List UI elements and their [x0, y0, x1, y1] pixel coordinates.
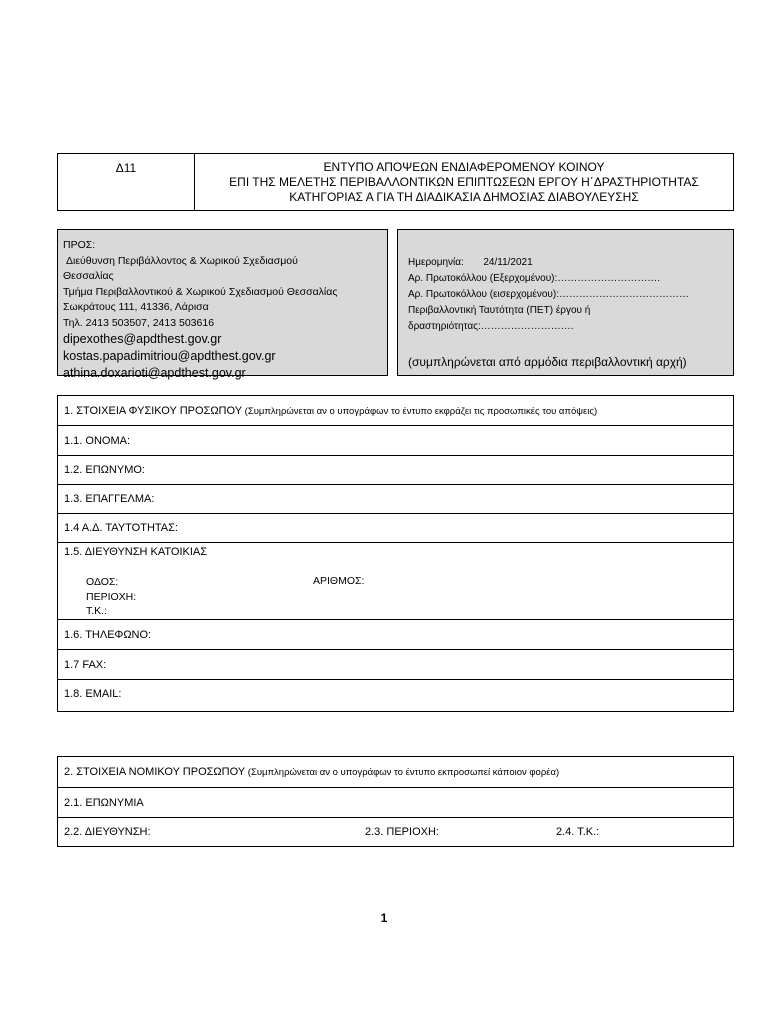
first-name-field[interactable] [58, 426, 733, 456]
date-label: Ημερομηνία: [408, 257, 464, 268]
form-title-line-1: ΕΝΤΥΠΟ ΑΠΟΨΕΩΝ ΕΝΔΙΑΦΕΡΟΜΕΝΟΥ ΚΟΙΝΟΥ [323, 160, 605, 174]
legal-entity-section [57, 756, 734, 847]
recipient-label: ΠΡΟΣ: [63, 239, 96, 251]
authority-note: (συμπληρώνεται από αρμόδια περιβαλλοντική αρχή) [408, 355, 687, 369]
occupation-field[interactable] [58, 485, 733, 514]
recipient-email[interactable]: dipexothes@apdthest.gov.gr [63, 332, 222, 346]
section2-heading [58, 757, 733, 788]
fax-label: 1.7 FAX: [64, 659, 107, 671]
protocol-info-box [397, 229, 734, 376]
section2-note: (Συμπληρώνεται αν ο υπογράφων το έντυπο εκπροσωπεί κάποιον φορέα) [245, 767, 560, 778]
id-number-label: 1.4 Α.Δ. ΤΑΥΤΟΤΗΤΑΣ: [64, 522, 178, 534]
date-line [408, 255, 733, 271]
street-label: ΟΔΟΣ: [86, 576, 119, 588]
protocol-out: Αρ. Πρωτοκόλλου (Εξερχομένου):…………………………. [408, 273, 661, 284]
pet-line-2: δραστηριότητας:………………………. [408, 321, 574, 332]
home-address-field[interactable] [58, 543, 733, 620]
surname-label: 1.2. ΕΠΩΝΥΜΟ: [64, 464, 145, 476]
company-address-field[interactable] [58, 818, 733, 846]
company-postcode-label: 2.4. Τ.Κ.: [556, 826, 600, 838]
recipient-line: Σωκράτους 111, 41336, Λάρισα [63, 301, 209, 313]
postcode-label: Τ.Κ.: [86, 605, 108, 617]
page-number: 1 [380, 911, 388, 925]
section1-note: (Συμπληρώνεται αν ο υπογράφων το έντυπο εκφράζει τις προσωπικές του απόψεις) [242, 406, 598, 417]
company-name-field[interactable] [58, 788, 733, 818]
form-title-line-2: ΕΠΙ ΤΗΣ ΜΕΛΕΤΗΣ ΠΕΡΙΒΑΛΛΟΝΤΙΚΩΝ ΕΠΙΠΤΩΣΕΩΝ ΕΡΓΟΥ Η΄ΔΡΑΣΤΗΡΙΟΤΗΤΑΣ [229, 175, 699, 189]
form-code: Δ11 [58, 154, 195, 210]
email-field[interactable] [58, 680, 733, 709]
company-area-label: 2.3. ΠΕΡΙΟΧΗ: [365, 826, 439, 838]
pet-line-1: Περιβαλλοντική Ταυτότητα (ΠΕΤ) έργου ή [408, 305, 591, 316]
form-title [195, 154, 733, 210]
id-number-field[interactable] [58, 514, 733, 543]
home-address-label: 1.5. ΔΙΕΥΘΥΝΣΗ ΚΑΤΟΙΚΙΑΣ [64, 546, 208, 558]
date-value: 24/11/2021 [483, 257, 533, 268]
email-label: 1.8. EMAIL: [64, 688, 122, 700]
natural-person-section [57, 395, 734, 712]
recipient-line: Διεύθυνση Περιβάλλοντος & Χωρικού Σχεδιασμού [66, 254, 298, 267]
recipient-email[interactable]: athina.doxarioti@apdthest.gov.gr [63, 366, 246, 380]
first-name-label: 1.1. ΟΝΟΜΑ: [64, 435, 131, 447]
street-number-label: ΑΡΙΘΜΟΣ: [313, 575, 365, 587]
area-label: ΠΕΡΙΟΧΗ: [86, 590, 137, 603]
recipient-email[interactable]: kostas.papadimitriou@apdthest.gov.gr [63, 349, 276, 363]
company-name-label: 2.1. ΕΠΩΝΥΜΙΑ [64, 797, 144, 809]
surname-field[interactable] [58, 456, 733, 485]
form-title-line-3: ΚΑΤΗΓΟΡΙΑΣ Α ΓΙΑ ΤΗ ΔΙΑΔΙΚΑΣΙΑ ΔΗΜΟΣΙΑΣ ΔΙΑΒΟΥΛΕΥΣΗΣ [289, 190, 639, 204]
phone-field[interactable] [58, 620, 733, 650]
phone-label: 1.6. ΤΗΛΕΦΩΝΟ: [64, 629, 152, 641]
section1-title: 1. ΣΤΟΙΧΕΙΑ ΦΥΣΙΚΟΥ ΠΡΟΣΩΠΟΥ [64, 405, 243, 417]
recipient-line: Τμήμα Περιβαλλοντικού & Χωρικού Σχεδιασμού Θεσσαλίας [63, 285, 338, 298]
company-address-label: 2.2. ΔΙΕΥΘΥΝΣΗ: [64, 826, 151, 838]
occupation-label: 1.3. ΕΠΑΓΓΕΛΜΑ: [64, 493, 155, 505]
section1-heading [58, 396, 733, 426]
recipient-line: Θεσσαλίας [63, 270, 114, 282]
fax-field[interactable] [58, 650, 733, 680]
recipient-line: Τηλ. 2413 503507, 2413 503616 [63, 316, 215, 329]
address-subfields [86, 575, 136, 619]
recipient-box [57, 229, 388, 380]
form-header [57, 153, 734, 211]
protocol-in: Αρ. Πρωτοκόλλου (εισερχομένου):………………………………… [408, 289, 689, 300]
section2-title: 2. ΣΤΟΙΧΕΙΑ ΝΟΜΙΚΟΥ ΠΡΟΣΩΠΟΥ [64, 766, 246, 778]
